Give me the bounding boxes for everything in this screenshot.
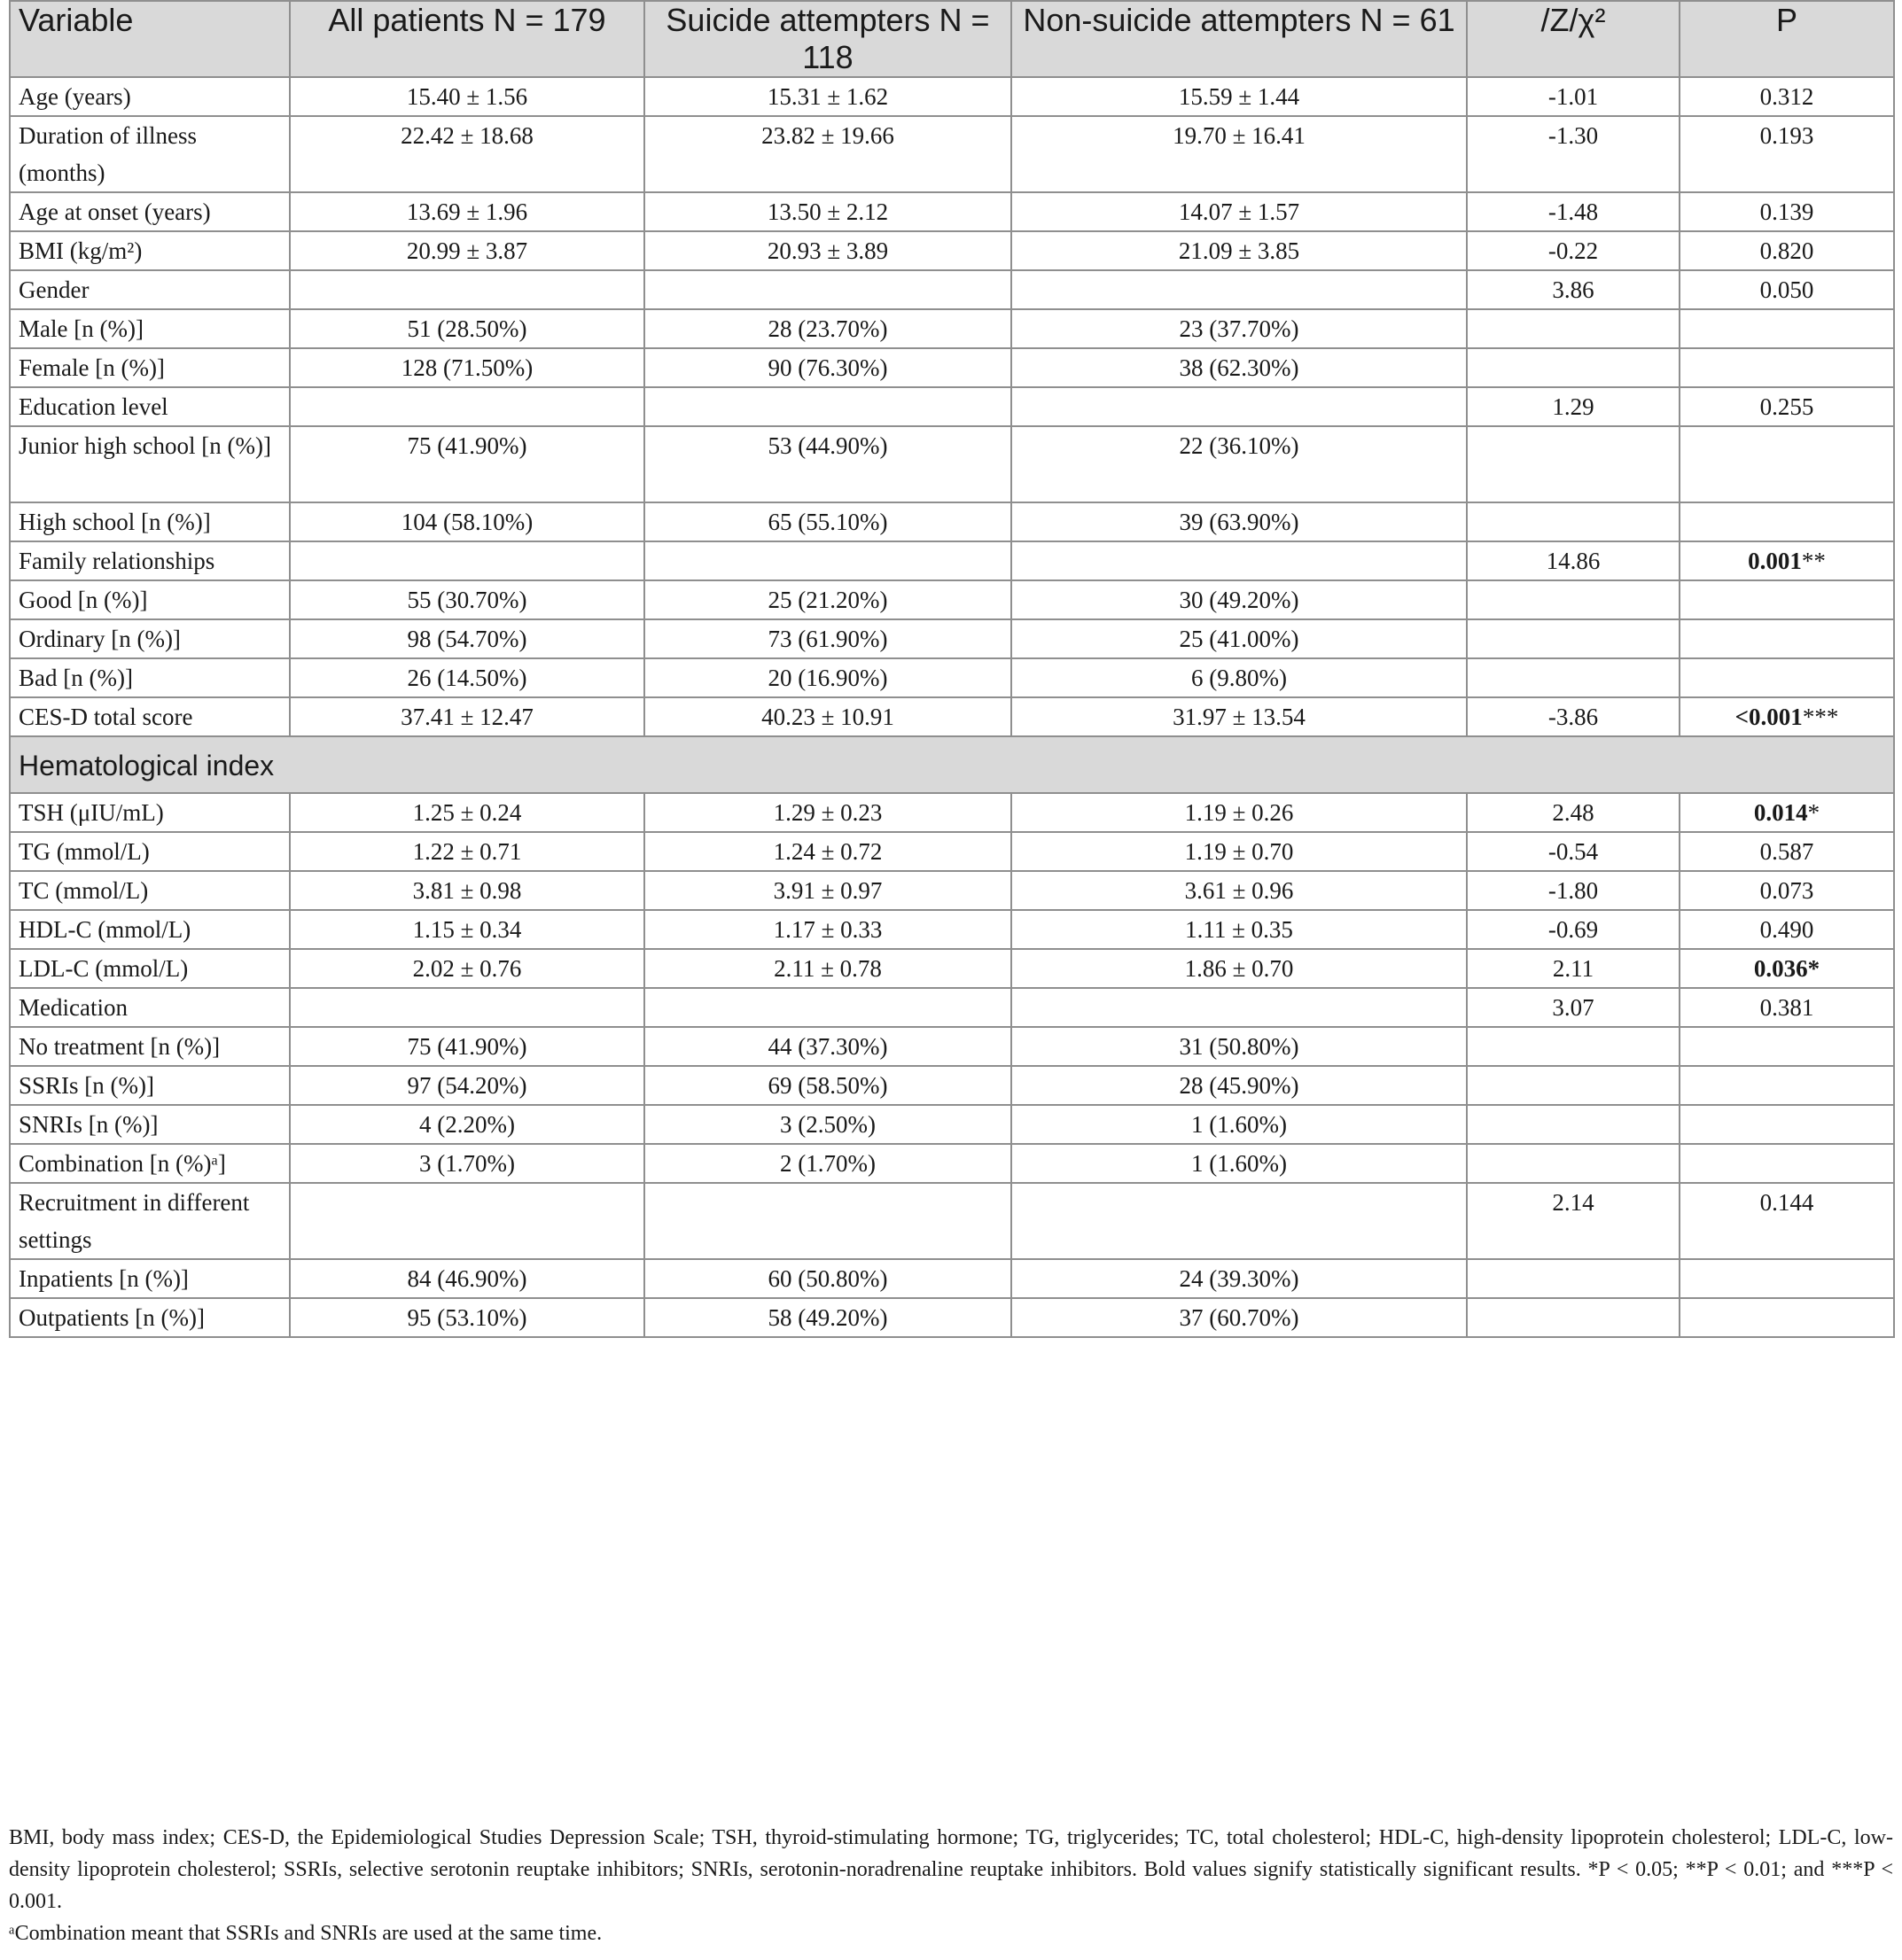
- cell-variable: BMI (kg/m²): [10, 231, 290, 270]
- cell-non-suicide-attempters: 37 (60.70%): [1011, 1298, 1467, 1337]
- cell-statistic: [1467, 580, 1680, 619]
- table-row: [10, 541, 1894, 580]
- cell-statistic: -1.80: [1467, 871, 1680, 910]
- cell-non-suicide-attempters: 30 (49.20%): [1011, 580, 1467, 619]
- cell-non-suicide-attempters: 25 (41.00%): [1011, 619, 1467, 658]
- cell-all-patients: 1.15 ± 0.34: [290, 910, 644, 949]
- cell-variable: Combination [n (%)ᵃ]: [10, 1144, 290, 1183]
- cell-p-value: [1680, 793, 1894, 832]
- cell-non-suicide-attempters: [1011, 541, 1467, 580]
- cell-p-value: [1680, 697, 1894, 736]
- cell-statistic: -1.01: [1467, 77, 1680, 116]
- cell-p-value: [1680, 502, 1894, 541]
- cell-non-suicide-attempters: [1011, 1183, 1467, 1259]
- cell-non-suicide-attempters: [1011, 270, 1467, 309]
- cell-non-suicide-attempters: 31.97 ± 13.54: [1011, 697, 1467, 736]
- cell-suicide-attempters: [644, 541, 1011, 580]
- cell-variable: Age (years): [10, 77, 290, 116]
- significance-stars: ***: [1802, 704, 1839, 730]
- cell-suicide-attempters: 3 (2.50%): [644, 1105, 1011, 1144]
- footnote-a: ᵃCombination meant that SSRIs and SNRIs are used at the same time.: [9, 1922, 603, 1945]
- cell-all-patients: 3 (1.70%): [290, 1144, 644, 1183]
- cell-p-value: [1680, 541, 1894, 580]
- cell-all-patients: [290, 270, 644, 309]
- table-row: [10, 1105, 1894, 1144]
- cell-suicide-attempters: 1.17 ± 0.33: [644, 910, 1011, 949]
- table-row: [10, 77, 1894, 116]
- cell-p-value: 0.144: [1680, 1183, 1894, 1259]
- cell-p-value: 0.073: [1680, 871, 1894, 910]
- cell-suicide-attempters: 73 (61.90%): [644, 619, 1011, 658]
- table-row: [10, 270, 1894, 309]
- table-row: [10, 116, 1894, 192]
- table-row: [10, 1144, 1894, 1183]
- cell-all-patients: 22.42 ± 18.68: [290, 116, 644, 192]
- header-p-value: P: [1680, 1, 1894, 77]
- cell-non-suicide-attempters: 1.86 ± 0.70: [1011, 949, 1467, 988]
- table-row: [10, 793, 1894, 832]
- cell-all-patients: 51 (28.50%): [290, 309, 644, 348]
- cell-variable: Duration of illness (months): [10, 116, 290, 192]
- cell-statistic: 1.29: [1467, 387, 1680, 426]
- demographics-table: [9, 0, 1895, 1338]
- cell-suicide-attempters: 3.91 ± 0.97: [644, 871, 1011, 910]
- cell-suicide-attempters: [644, 988, 1011, 1027]
- cell-statistic: [1467, 1066, 1680, 1105]
- cell-suicide-attempters: [644, 1183, 1011, 1259]
- cell-p-value: [1680, 309, 1894, 348]
- p-value-bold: 0.014: [1753, 799, 1808, 826]
- cell-variable: Medication: [10, 988, 290, 1027]
- cell-all-patients: 84 (46.90%): [290, 1259, 644, 1298]
- cell-suicide-attempters: 44 (37.30%): [644, 1027, 1011, 1066]
- cell-non-suicide-attempters: 38 (62.30%): [1011, 348, 1467, 387]
- header-suicide-attempters: Suicide attempters N = 118: [644, 1, 1011, 77]
- cell-p-value: [1680, 1144, 1894, 1183]
- cell-variable: Good [n (%)]: [10, 580, 290, 619]
- cell-variable: Family relationships: [10, 541, 290, 580]
- cell-statistic: -1.30: [1467, 116, 1680, 192]
- cell-variable: No treatment [n (%)]: [10, 1027, 290, 1066]
- table-row: [10, 348, 1894, 387]
- cell-suicide-attempters: 28 (23.70%): [644, 309, 1011, 348]
- cell-non-suicide-attempters: 31 (50.80%): [1011, 1027, 1467, 1066]
- table-header: [10, 1, 1894, 77]
- cell-statistic: -0.22: [1467, 231, 1680, 270]
- cell-all-patients: 13.69 ± 1.96: [290, 192, 644, 231]
- cell-all-patients: [290, 988, 644, 1027]
- cell-statistic: -0.54: [1467, 832, 1680, 871]
- cell-statistic: [1467, 1027, 1680, 1066]
- cell-all-patients: [290, 541, 644, 580]
- table-row: [10, 309, 1894, 348]
- cell-suicide-attempters: 23.82 ± 19.66: [644, 116, 1011, 192]
- table-row: [10, 658, 1894, 697]
- cell-statistic: -0.69: [1467, 910, 1680, 949]
- cell-suicide-attempters: 13.50 ± 2.12: [644, 192, 1011, 231]
- header-variable: Variable: [10, 1, 290, 77]
- cell-non-suicide-attempters: 1.19 ± 0.26: [1011, 793, 1467, 832]
- cell-non-suicide-attempters: [1011, 988, 1467, 1027]
- cell-all-patients: 97 (54.20%): [290, 1066, 644, 1105]
- p-value-bold: 0.036*: [1753, 955, 1820, 982]
- cell-variable: TC (mmol/L): [10, 871, 290, 910]
- cell-variable: TSH (μIU/mL): [10, 793, 290, 832]
- cell-suicide-attempters: 40.23 ± 10.91: [644, 697, 1011, 736]
- table-notes: [9, 1822, 1893, 1949]
- table-row: [10, 502, 1894, 541]
- table-row: [10, 949, 1894, 988]
- header-all-patients: All patients N = 179: [290, 1, 644, 77]
- table-row: [10, 387, 1894, 426]
- table-row: [10, 1259, 1894, 1298]
- table-row: [10, 1298, 1894, 1337]
- cell-variable: TG (mmol/L): [10, 832, 290, 871]
- cell-all-patients: 104 (58.10%): [290, 502, 644, 541]
- table-row: [10, 426, 1894, 502]
- table-row: [10, 619, 1894, 658]
- cell-variable: SNRIs [n (%)]: [10, 1105, 290, 1144]
- cell-non-suicide-attempters: 24 (39.30%): [1011, 1259, 1467, 1298]
- cell-p-value: [1680, 619, 1894, 658]
- cell-non-suicide-attempters: 15.59 ± 1.44: [1011, 77, 1467, 116]
- cell-statistic: [1467, 1105, 1680, 1144]
- cell-variable: Gender: [10, 270, 290, 309]
- cell-variable: Ordinary [n (%)]: [10, 619, 290, 658]
- cell-statistic: [1467, 426, 1680, 502]
- cell-non-suicide-attempters: 1.19 ± 0.70: [1011, 832, 1467, 871]
- cell-variable: HDL-C (mmol/L): [10, 910, 290, 949]
- table-row: [10, 231, 1894, 270]
- cell-statistic: [1467, 309, 1680, 348]
- cell-variable: CES-D total score: [10, 697, 290, 736]
- cell-suicide-attempters: 15.31 ± 1.62: [644, 77, 1011, 116]
- significance-stars: **: [1801, 548, 1826, 574]
- header-non-suicide-attempters: Non-suicide attempters N = 61: [1011, 1, 1467, 77]
- cell-all-patients: 95 (53.10%): [290, 1298, 644, 1337]
- table-row: [10, 192, 1894, 231]
- cell-variable: Junior high school [n (%)]: [10, 426, 290, 502]
- cell-statistic: 14.86: [1467, 541, 1680, 580]
- cell-all-patients: 37.41 ± 12.47: [290, 697, 644, 736]
- cell-statistic: [1467, 1259, 1680, 1298]
- table-body: [10, 77, 1894, 1337]
- cell-non-suicide-attempters: 23 (37.70%): [1011, 309, 1467, 348]
- table-row: [10, 1027, 1894, 1066]
- cell-suicide-attempters: 20 (16.90%): [644, 658, 1011, 697]
- cell-statistic: -1.48: [1467, 192, 1680, 231]
- cell-suicide-attempters: 2.11 ± 0.78: [644, 949, 1011, 988]
- cell-p-value: 0.255: [1680, 387, 1894, 426]
- cell-suicide-attempters: [644, 270, 1011, 309]
- cell-p-value: [1680, 580, 1894, 619]
- cell-all-patients: 4 (2.20%): [290, 1105, 644, 1144]
- cell-non-suicide-attempters: 19.70 ± 16.41: [1011, 116, 1467, 192]
- cell-variable: Inpatients [n (%)]: [10, 1259, 290, 1298]
- cell-all-patients: 98 (54.70%): [290, 619, 644, 658]
- cell-statistic: [1467, 1298, 1680, 1337]
- cell-statistic: 2.14: [1467, 1183, 1680, 1259]
- cell-p-value: [1680, 1066, 1894, 1105]
- cell-suicide-attempters: [644, 387, 1011, 426]
- cell-p-value: 0.139: [1680, 192, 1894, 231]
- cell-statistic: [1467, 1144, 1680, 1183]
- cell-p-value: 0.490: [1680, 910, 1894, 949]
- cell-non-suicide-attempters: 3.61 ± 0.96: [1011, 871, 1467, 910]
- cell-p-value: 0.820: [1680, 231, 1894, 270]
- cell-variable: Outpatients [n (%)]: [10, 1298, 290, 1337]
- cell-suicide-attempters: 58 (49.20%): [644, 1298, 1011, 1337]
- cell-suicide-attempters: 53 (44.90%): [644, 426, 1011, 502]
- cell-suicide-attempters: 90 (76.30%): [644, 348, 1011, 387]
- table-row: [10, 1183, 1894, 1259]
- cell-variable: LDL-C (mmol/L): [10, 949, 290, 988]
- cell-statistic: 2.11: [1467, 949, 1680, 988]
- cell-statistic: [1467, 502, 1680, 541]
- cell-variable: High school [n (%)]: [10, 502, 290, 541]
- cell-all-patients: 75 (41.90%): [290, 426, 644, 502]
- cell-suicide-attempters: 69 (58.50%): [644, 1066, 1011, 1105]
- table-row: [10, 832, 1894, 871]
- cell-variable: Male [n (%)]: [10, 309, 290, 348]
- cell-statistic: 3.86: [1467, 270, 1680, 309]
- cell-variable: Recruitment in different settings: [10, 1183, 290, 1259]
- cell-all-patients: [290, 1183, 644, 1259]
- cell-variable: Female [n (%)]: [10, 348, 290, 387]
- cell-variable: Education level: [10, 387, 290, 426]
- cell-p-value: [1680, 1298, 1894, 1337]
- cell-p-value: [1680, 1027, 1894, 1066]
- section-row: [10, 736, 1894, 793]
- cell-p-value: [1680, 658, 1894, 697]
- cell-suicide-attempters: 65 (55.10%): [644, 502, 1011, 541]
- cell-all-patients: [290, 387, 644, 426]
- cell-statistic: 3.07: [1467, 988, 1680, 1027]
- abbreviations-note: BMI, body mass index; CES-D, the Epidemiological Studies Depression Scale; TSH, thyroid-stimulating hormone; TG, triglycerides; TC, total cholesterol; HDL-C, high-density lipoprotein cholesterol; LDL-C, low-density lipoprotein cholesterol; SSRIs, selective serotonin reuptake inhibitors; SNRIs, serotonin-noradrenaline reuptake inhibitors. Bold values signify statistically significant results. *P < 0.05; **P < 0.01; and ***P < 0.001.: [9, 1826, 1893, 1913]
- cell-all-patients: 75 (41.90%): [290, 1027, 644, 1066]
- cell-p-value: 0.587: [1680, 832, 1894, 871]
- cell-non-suicide-attempters: 1 (1.60%): [1011, 1105, 1467, 1144]
- cell-non-suicide-attempters: [1011, 387, 1467, 426]
- cell-p-value: [1680, 1259, 1894, 1298]
- cell-statistic: [1467, 348, 1680, 387]
- p-value-bold: 0.001: [1748, 548, 1802, 574]
- cell-p-value: 0.381: [1680, 988, 1894, 1027]
- cell-p-value: 0.193: [1680, 116, 1894, 192]
- cell-non-suicide-attempters: 14.07 ± 1.57: [1011, 192, 1467, 231]
- cell-suicide-attempters: 25 (21.20%): [644, 580, 1011, 619]
- table-row: [10, 910, 1894, 949]
- cell-p-value: [1680, 348, 1894, 387]
- cell-non-suicide-attempters: 39 (63.90%): [1011, 502, 1467, 541]
- cell-all-patients: 1.25 ± 0.24: [290, 793, 644, 832]
- cell-variable: Age at onset (years): [10, 192, 290, 231]
- cell-suicide-attempters: 2 (1.70%): [644, 1144, 1011, 1183]
- cell-all-patients: 2.02 ± 0.76: [290, 949, 644, 988]
- cell-non-suicide-attempters: 28 (45.90%): [1011, 1066, 1467, 1105]
- cell-suicide-attempters: 20.93 ± 3.89: [644, 231, 1011, 270]
- cell-suicide-attempters: 60 (50.80%): [644, 1259, 1011, 1298]
- table-container: [9, 0, 1893, 1338]
- cell-all-patients: 55 (30.70%): [290, 580, 644, 619]
- cell-suicide-attempters: 1.24 ± 0.72: [644, 832, 1011, 871]
- cell-all-patients: 3.81 ± 0.98: [290, 871, 644, 910]
- table-row: [10, 871, 1894, 910]
- cell-suicide-attempters: 1.29 ± 0.23: [644, 793, 1011, 832]
- table-row: [10, 1066, 1894, 1105]
- cell-variable: Bad [n (%)]: [10, 658, 290, 697]
- cell-non-suicide-attempters: 6 (9.80%): [1011, 658, 1467, 697]
- cell-all-patients: 26 (14.50%): [290, 658, 644, 697]
- table-row: [10, 697, 1894, 736]
- cell-p-value: 0.050: [1680, 270, 1894, 309]
- cell-p-value: [1680, 949, 1894, 988]
- cell-statistic: [1467, 619, 1680, 658]
- header-row: [10, 1, 1894, 77]
- cell-non-suicide-attempters: 21.09 ± 3.85: [1011, 231, 1467, 270]
- cell-non-suicide-attempters: 1 (1.60%): [1011, 1144, 1467, 1183]
- cell-variable: SSRIs [n (%)]: [10, 1066, 290, 1105]
- section-label: Hematological index: [10, 736, 1894, 793]
- cell-all-patients: 128 (71.50%): [290, 348, 644, 387]
- cell-p-value: 0.312: [1680, 77, 1894, 116]
- cell-all-patients: 1.22 ± 0.71: [290, 832, 644, 871]
- cell-all-patients: 20.99 ± 3.87: [290, 231, 644, 270]
- cell-statistic: [1467, 658, 1680, 697]
- p-value-bold: <0.001: [1734, 704, 1803, 730]
- cell-statistic: -3.86: [1467, 697, 1680, 736]
- cell-non-suicide-attempters: 22 (36.10%): [1011, 426, 1467, 502]
- cell-statistic: 2.48: [1467, 793, 1680, 832]
- significance-stars: *: [1807, 799, 1820, 826]
- table-row: [10, 580, 1894, 619]
- cell-p-value: [1680, 1105, 1894, 1144]
- cell-p-value: [1680, 426, 1894, 502]
- header-statistic: /Z/χ²: [1467, 1, 1680, 77]
- table-row: [10, 988, 1894, 1027]
- cell-non-suicide-attempters: 1.11 ± 0.35: [1011, 910, 1467, 949]
- cell-all-patients: 15.40 ± 1.56: [290, 77, 644, 116]
